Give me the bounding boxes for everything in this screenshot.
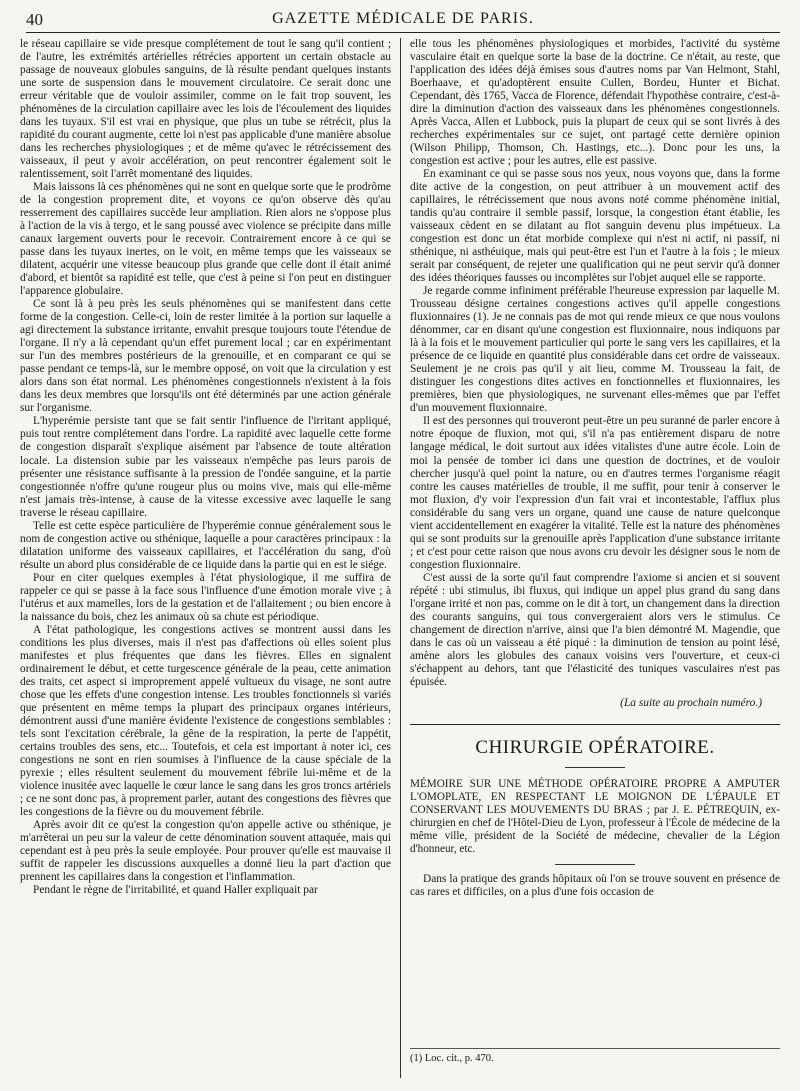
section-divider [410, 724, 780, 725]
paragraph: Pour en citer quelques exemples à l'état physiologique, il me suffira de rappeler ce qui se passe à la face sous l'influence d'une émotion morale vive ; à l'utérus et aux mamelles, lors de la gestation et de l'allaitement ; ou bien encore à la naissance du bois, chez les animaux où sa chute est périodique. [20, 571, 391, 623]
paragraph: Après avoir dit ce qu'est la congestion qu'on appelle active ou sthénique, je m'arrêterai un peu sur la valeur de cette dénomination souvent attaquée, mais qui cependant est à peu près la seule employée. Pour prouver qu'elle est mauvaise il suffit de rappeler les discussions auxquelles a donné lieu la part d'action que prennent les capillaires dans la congestion et l'inflammation. [20, 818, 391, 883]
paragraph: elle tous les phénomènes physiologiques et morbides, l'activité du système vasculaire était en quelque sorte la base de la doctrine. Ce n'était, au reste, que l'application des idées déjà émises sous d'autres noms par Van Helmont, Stahl, Boerhaave, et qu'adoptèrent ensuite Cullen, Bordeu, Hunter et Bichat. Cependant, dès 1765, Vacca de Florence, défendait l'hypothèse contraire, c'est-à-dire la diminution d'action des vaisseaux dans les phénomènes congestionnels. Après Vacca, Allen et Lubbock, puis la plupart de ceux qui se sont livrés à des recherches expérimentales sur ce sujet, ont partagé cette dernière opinion (Wilson Philipp, Thomson, Ch. Hastings, etc...). Donc pour les uns, la congestion est active ; pour les autres, elle est passive. [410, 38, 780, 168]
title-underline [565, 767, 625, 768]
paragraph: le réseau capillaire se vide presque complétement de tout le sang qu'il contient ; de l'autre, les extrémités artérielles rétrécies apportent un certain obstacle au passage de nouveaux globules sanguins, de là résulte pendant quelques instants une sorte de suspension dans le mouvement circulatoire. Ce serait donc une erreur véritable que de vouloir assimiler, comme on le fait trop souvent, les phénomènes de la circulation capillaire avec les lois de l'écoulement des liquides dans les tuyaux. S'il est vrai en physique, que plus un tube se rétrécit, plus la rapidité du courant augmente, cette loi n'est pas applicable d'une manière absolue dans les recherches physiologiques ; et de même qu'avec le rétrécissement des vaisseaux, il peut y avoir accélération, on peut rencontrer également soit le ralentissement, soit l'arrêt momentané des liquides. [20, 38, 391, 181]
paragraph: C'est aussi de la sorte qu'il faut comprendre l'axiome si ancien et si souvent répété : ubi stimulus, ibi fluxus, qui indique un appel plus grand du sang dans l'organe irrité et non pas, comme on le dit à tort, un changement dans la direction des courants sanguins, qui tous convergeraient alors vers le stimulus. Ce changement de direction n'arrive, ainsi que l'a bien démontré M. Magendie, que dans le cas où un vaisseau a été piqué : la diminution de tension au point lésé, amène alors les globules des canaux voisins vers l'ouverture, et ceux-ci s'échappent au dehors, tant que l'élasticité des tuniques vasculaires n'est pas épuisée. [410, 571, 780, 688]
paragraph: Je regarde comme infiniment préférable l'heureuse expression par laquelle M. Trousseau désigne certaines congestions actives qu'il appelle congestions fluxionnaires (1). Je ne connais pas de mot qui rende mieux ce que nous voulons dénommer, car en disant qu'une congestion est fluxionnaire, nous indiquons par là à la fois et le mouvement particulier qui porte le sang vers les capillaires, et la présence de ce liquide en quantité plus considérable dans cet ordre de vaisseaux. Seulement je ne crois pas qu'il y ait lieu, comme M. Trousseau la fait, de distinguer les congestions dites actives en fonctionnelles et fluxionnaires, les premières, bien que physiologiques, ne survenant elles-mêmes que par l'effet d'un mouvement fluxionnaire. [410, 285, 780, 415]
paragraph: Il est des personnes qui trouveront peut-être un peu suranné de parler encore à notre époque de fluxion, mot qui, s'il n'a pas entièrement disparu de notre langage médical, le doit surtout aux idées vitalistes d'une autre école. Loin de moi la pensée de tomber ici dans une question de doctrines, et de vouloir chercher jusqu'à quel point la nature, ou en d'autres termes l'organisme réagit contre les causes matérielles de trouble, il me suffit, pour tenir à conserver le mot fluxion, d'y voir l'expression d'un fait vrai et incontestable, l'afflux plus considérable du sang vers un organe, quand une cause de nature quelconque vient accidentellement en exagérer la vitalité. Telle est la nature des phénomènes qui se sont produits sur la grenouille après l'application d'une substance irritante ; et c'est pour cette raison que nous avons cru devoir les désigner sous le nom de congestion fluxionnaire. [410, 415, 780, 571]
paragraph: Ce sont là à peu près les seuls phénomènes qui se manifestent dans cette forme de la congestion. Celle-ci, loin de rester limitée à la portion sur laquelle a agi directement la substance irritante, envahit presque toujours toute l'étendue de l'organe. Il n'y a là cependant qu'un effet purement local ; car en expérimentant sur l'un des membres postérieurs de la grenouille, et en comparant ce qui se passe pendant ce temps-là, sur le membre opposé, on voit que la circulation y est alors dans son état normal. Les phénomènes congestionnels n'existent à la fois dans les deux membres que lorsqu'ils ont été déterminés par une action générale sur l'organisme. [20, 298, 391, 415]
page-header [26, 8, 780, 33]
right-column [410, 38, 780, 1078]
footnote: (1) Loc. cit., p. 470. [410, 1048, 780, 1064]
continuation-note: (La suite au prochain numéro.) [620, 696, 762, 709]
paragraph: Mais laissons là ces phénomènes qui ne sont en quelque sorte que le prodrôme de la congestion proprement dite, et voyons ce qu'on observe dès qu'au resserrement des capillaires succède leur ampliation. Rien alors ne s'oppose plus à l'action de la vis à tergo, et le sang poussé avec violence se précipite dans mille canaux largement ouverts pour le recevoir. Contrairement encore à ce qui se passe dans les tuyaux inertes, on le voit, en même temps que les vaisseaux se dilatent, acquérir une vitesse beaucoup plus grande que celle dont il était animé d'abord, et bientôt sa rapidité est telle, que c'est à peine si l'on peut en distinguer l'apparence globulaire. [20, 181, 391, 298]
page-number: 40 [26, 10, 43, 29]
column-divider [400, 38, 401, 1078]
paragraph: L'hyperémie persiste tant que se fait sentir l'influence de l'irritant appliqué, puis tout rentre complétement dans l'ordre. La rapidité avec laquelle cette forme de congestion disparaît s'explique aisément par l'absence de toute altération locale. La distension subie par les vaisseaux n'empêche pas leurs parois de présenter une résistance suffisante à la pression de l'ondée sanguine, et la partie congestionnée n'offre qu'une rougeur plus ou moins vive, mais qui elle-même n'est jamais très-intense, à cause de la vitesse excessive avec laquelle le sang traverse le réseau capillaire. [20, 415, 391, 519]
running-title: GAZETTE MÉDICALE DE PARIS. [272, 10, 534, 27]
paragraph: A l'état pathologique, les congestions actives se montrent aussi dans les conditions les plus diverses, mais il n'est pas d'affections où elles soient plus manifestes et plus fréquentes que dans les fièvres. Elles en signalent ordinairement le début, et cette turgescence générale de la peau, cette animation des traits, cet aspect si improprement appelé vultueux du visage, ne sont autre chose que les effets d'une congestion intense. Les troubles fonctionnels si variés que présentent en même temps la plupart des principaux organes intérieurs, démontrent aussi d'une manière évidente l'existence de congestions semblables : tels sont l'excitation cérébrale, la gêne de la respiration, la perte de l'appétit, certains troubles des sens, etc... Toutefois, et cela est important à noter ici, ces congestions ne sont en rien soumises à l'influence de la cause spéciale de la pyrexie ; elles résultent seulement du mouvement fébrile lui-même et de la violence inusitée avec laquelle le cœur lance le sang dans les gros troncs artériels ; ce ne sont donc pas, à proprement parler, autant des congestions des fièvres que les congestions de la fièvre ou du mouvement fébrile. [20, 623, 391, 818]
paragraph: Telle est cette espèce particulière de l'hyperémie connue généralement sous le nom de congestion active ou sthénique, laquelle a pour caractères principaux : la dilatation uniforme des vaisseaux capillaires, et l'accélération du sang, d'où résulte un abord plus considérable de ce liquide dans la partie qui en est le siége. [20, 519, 391, 571]
section-title: CHIRURGIE OPÉRATOIRE. [475, 736, 715, 758]
paragraph: En examinant ce qui se passe sous nos yeux, nous voyons que, dans la forme dite active de la congestion, on peut attribuer à un mouvement actif des capillaires, le rétrécissement que nous avons noté comme phénomène initial, tandis qu'au contraire il semble passif, lorsque, la congestion étant établie, les vaisseaux cèdent en se dilatant au flot sanguin devenu plus impétueux. La congestion est donc un état morbide complexe qui n'est ni actif, ni passif, ni sthénique, ni asthéuique, mais qui peut-être est l'un et l'autre à la fois ; le mieux serait par conséquent, de rejeter une qualification qui ne peut servir qu'à donner des idées théoriques fausses ou incomplètes sur l'objet auquel elle se rapporte. [410, 168, 780, 285]
paragraph: Pendant le règne de l'irritabilité, et quand Haller expliquait par [33, 884, 318, 897]
paragraph: Dans la pratique des grands hôpitaux où l'on se trouve souvent en présence de cas rares et difficiles, on a plus d'une fois occasion de [410, 872, 780, 898]
left-column [20, 38, 391, 897]
memoir-divider [555, 864, 635, 865]
memoir-heading: MÉMOIRE SUR UNE MÉTHODE OPÉRATOIRE PROPRE A AMPUTER L'OMOPLATE, EN RESPECTANT LE MOIGNON DE L'ÉPAULE ET CONSERVANT LES MOUVEMENTS DU BRAS ; par J. E. PÉTREQUIN, ex-chirurgien en chef de l'Hôtel-Dieu de Lyon, professeur à l'École de médecine de la même ville, président de la Société de médecine, chevalier de la Légion d'honneur, etc. [410, 777, 780, 855]
